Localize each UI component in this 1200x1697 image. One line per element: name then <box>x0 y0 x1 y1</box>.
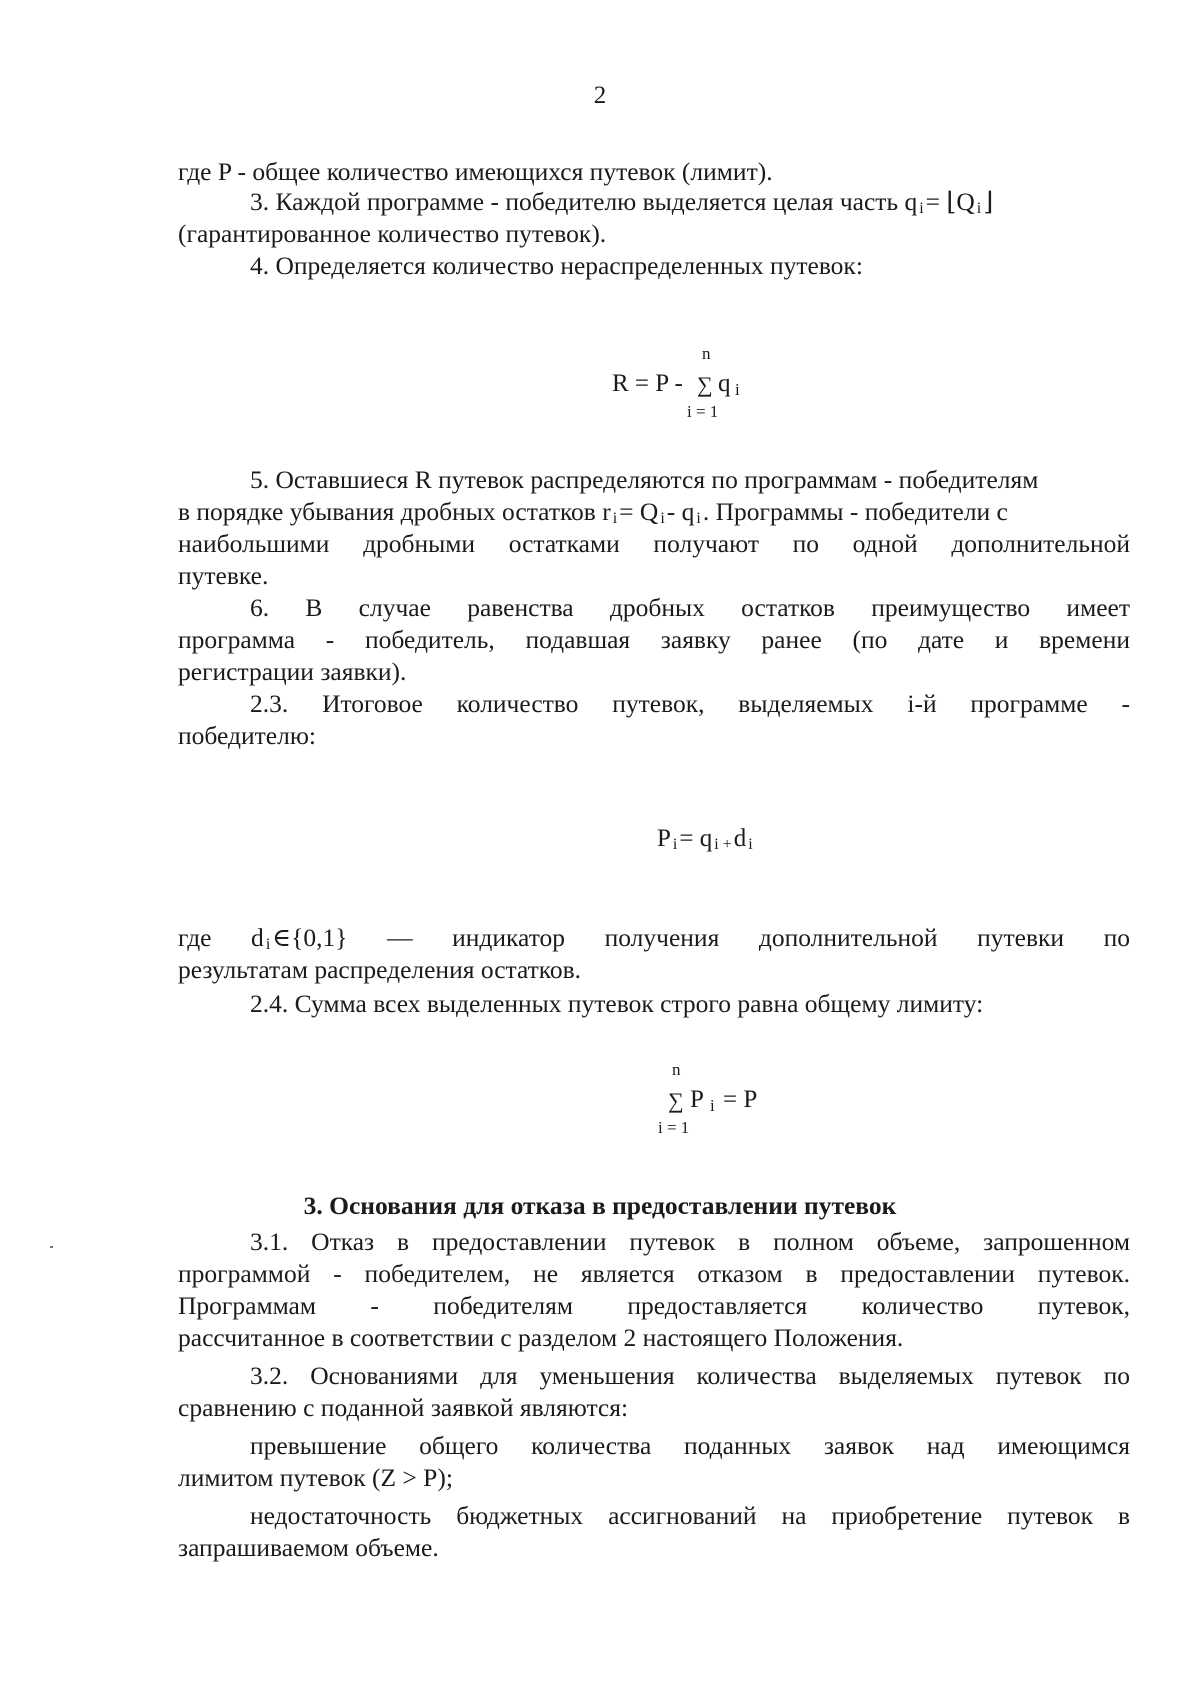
subscript: i <box>976 200 982 217</box>
text-line: недостаточность бюджетных ассигнований на приобретение путевок в <box>250 1501 1130 1530</box>
text-line: 6. В случае равенства дробных остатков преимущество имеет <box>250 593 1130 622</box>
text-line: запрашиваемом объеме. <box>178 1533 439 1562</box>
subscript: i <box>696 510 701 527</box>
text-fragment: 3. Каждой программе - победителю выделяется целая часть q <box>250 187 918 216</box>
formula-term: P <box>690 1086 704 1113</box>
subscript: i <box>748 836 753 853</box>
subscript: i <box>265 936 271 953</box>
sigma-symbol: ∑ <box>668 1088 684 1113</box>
formula-index: i <box>710 1096 715 1115</box>
subscript: i <box>919 200 924 217</box>
text-line: 3.1. Отказ в предоставлении путевок в полном объеме, запрошенном <box>250 1227 1130 1256</box>
subscript: i + <box>714 836 732 853</box>
formula-rhs: = P <box>723 1086 758 1113</box>
text-line: превышение общего количества поданных заявок над имеющимся <box>250 1431 1130 1460</box>
text-line: наибольшими дробными остатками получают по одной дополнительной <box>178 529 1130 558</box>
text-line: где P - общее количество имеющихся путевок (лимит). <box>178 157 773 186</box>
text-line: лимитом путевок (Z > P); <box>178 1463 453 1492</box>
formula-index: i <box>735 380 740 399</box>
text-line: рассчитанное в соответствии с разделом 2 настоящего Положения. <box>178 1323 904 1352</box>
formula-part: = q <box>679 825 713 852</box>
subscript: i <box>612 510 618 527</box>
text-line: программой - победителем, не является отказом в предоставлении путевок. <box>178 1259 1130 1288</box>
text-fragment: = ⌊Q <box>925 187 975 216</box>
text-fragment: в порядке убывания дробных остатков r <box>178 497 611 526</box>
text-line: 4. Определяется количество нераспределенных путевок: <box>250 251 863 280</box>
formula-part: d <box>733 825 747 852</box>
text-fragment: . Программы - победители с <box>702 497 1008 526</box>
text-line: путевке. <box>178 561 269 590</box>
text-line: 5. Оставшиеся R путевок распределяются по программам - победителям <box>250 465 1039 494</box>
section-heading: 3. Основания для отказа в предоставлении путевок <box>303 1191 897 1220</box>
text-fragment: = Q <box>619 497 659 526</box>
text-line: программа - победитель, подавшая заявку ранее (по дате и времени <box>178 625 1130 654</box>
formula-lhs: R = P - <box>612 370 683 397</box>
sigma-symbol: ∑ <box>697 372 713 397</box>
subscript: i <box>672 836 678 853</box>
text-fragment: где d <box>178 923 264 952</box>
text-line: регистрации заявки). <box>178 657 407 686</box>
text-line: 2.4. Сумма всех выделенных путевок строго равна общему лимиту: <box>250 989 984 1018</box>
text-line: результатам распределения остатков. <box>178 955 582 984</box>
text-line: (гарантированное количество путевок). <box>178 219 607 248</box>
text-line: сравнению с поданной заявкой являются: <box>178 1393 629 1422</box>
text-line: победителю: <box>178 721 316 750</box>
text-fragment: ⌋ <box>983 187 994 216</box>
sum-lower-limit: i = 1 <box>687 402 719 421</box>
subscript: i <box>660 510 665 527</box>
formula-total <box>657 825 755 859</box>
text-line: 2.3. Итоговое количество путевок, выделяемых i-й программе - <box>250 689 1130 718</box>
scan-speck <box>50 1246 53 1248</box>
text-fragment: ∈{0,1} — индикатор получения дополнительной путевки по <box>272 923 1130 952</box>
formula-term: q <box>718 370 731 397</box>
sum-upper-limit: n <box>672 1060 681 1079</box>
sum-upper-limit: n <box>702 344 711 363</box>
page-number: 2 <box>593 82 607 109</box>
text-line: Программам - победителям предоставляется количество путевок, <box>178 1291 1130 1320</box>
sum-lower-limit: i = 1 <box>658 1118 690 1137</box>
text-line: 3.2. Основаниями для уменьшения количества выделяемых путевок по <box>250 1361 1130 1390</box>
formula-part: P <box>657 825 671 852</box>
text-fragment: - q <box>666 497 695 526</box>
